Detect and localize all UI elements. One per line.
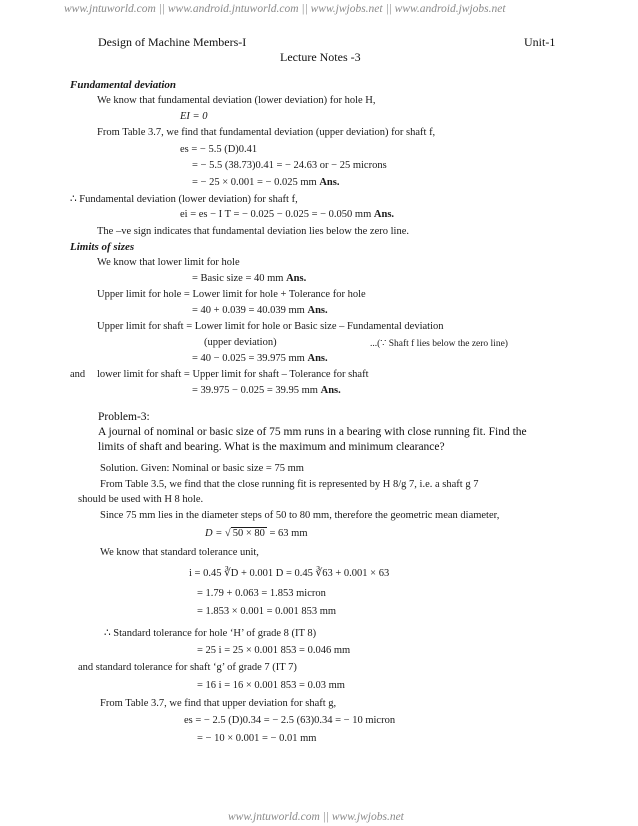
equation-text: = 40 − 0.025 = 39.975 mm xyxy=(192,353,305,364)
equation-text: D = xyxy=(205,528,225,539)
ans-label: Ans. xyxy=(319,177,340,188)
solution-line: We know that standard tolerance unit, xyxy=(100,547,259,558)
equation-text: = 40 + 0.039 = 40.039 mm xyxy=(192,305,305,316)
equation xyxy=(205,528,308,539)
ans-label: Ans. xyxy=(307,305,328,316)
header-unit: Unit-1 xyxy=(524,35,556,49)
equation: es = − 2.5 (D)0.34 = − 2.5 (63)0.34 = − 10 micron xyxy=(184,715,396,726)
section-heading-fundamental: Fundamental deviation xyxy=(70,79,177,91)
equation: i = 0.45 ∛D + 0.001 D = 0.45 ∛63 + 0.001 × 63 xyxy=(189,568,390,579)
header-subject: Design of Machine Members-I xyxy=(98,35,247,49)
equation: EI = 0 xyxy=(180,111,208,122)
equation xyxy=(192,273,306,284)
text-line: We know that fundamental deviation (lower deviation) for hole H, xyxy=(97,95,376,106)
solution-line: Since 75 mm lies in the diameter steps of 50 to 80 mm, therefore the geometric mean diameter, xyxy=(100,510,500,521)
ans-label: Ans. xyxy=(286,273,307,284)
text-line: ∴ Fundamental deviation (lower deviation) for shaft f, xyxy=(70,194,298,205)
header-notes: Lecture Notes -3 xyxy=(280,50,361,64)
text-line: Upper limit for hole = Lower limit for hole + Tolerance for hole xyxy=(97,289,366,300)
radicand: 50 × 80 xyxy=(232,528,265,539)
problem-text: A journal of nominal or basic size of 75 mm runs in a bearing with close running fit. Find the xyxy=(98,426,527,438)
equation xyxy=(192,177,339,188)
equation xyxy=(192,305,328,316)
equation-text: = − 25 × 0.001 = − 0.025 mm xyxy=(192,177,317,188)
sqrt-icon: √ xyxy=(224,528,231,539)
equation xyxy=(180,209,394,220)
solution-line: From Table 3.7, we find that upper deviation for shaft g, xyxy=(100,698,337,709)
ans-label: Ans. xyxy=(320,385,341,396)
equation-text: = 39.975 − 0.025 = 39.95 mm xyxy=(192,385,318,396)
ans-label: Ans. xyxy=(307,353,328,364)
watermark-top: www.jntuworld.com || www.android.jntuworld.com || www.jwjobs.net || www.android.jwjobs.net xyxy=(64,3,506,15)
equation: es = − 5.5 (D)0.41 xyxy=(180,144,258,155)
problem-title: Problem-3: xyxy=(98,411,150,423)
equation: = 16 i = 16 × 0.001 853 = 0.03 mm xyxy=(197,680,345,691)
equation: = 1.853 × 0.001 = 0.001 853 mm xyxy=(197,606,337,617)
equation: = 1.79 + 0.063 = 1.853 micron xyxy=(197,588,326,599)
equation xyxy=(192,353,328,364)
text-line: lower limit for shaft = Upper limit for shaft – Tolerance for shaft xyxy=(97,369,369,380)
solution-line: From Table 3.5, we find that the close running fit is represented by H 8/g 7, i.e. a shaft g 7 xyxy=(100,479,479,490)
note: ...(∵ Shaft f lies below the zero line) xyxy=(370,339,508,349)
equation-text: = 63 mm xyxy=(266,528,308,539)
text-line: We know that lower limit for hole xyxy=(97,257,240,268)
solution-line: should be used with H 8 hole. xyxy=(78,494,204,505)
ans-label: Ans. xyxy=(373,209,395,220)
equation: = − 10 × 0.001 = − 0.01 mm xyxy=(197,733,317,744)
solution-line: and standard tolerance for shaft ‘g’ of grade 7 (IT 7) xyxy=(78,662,297,673)
equation xyxy=(192,385,341,396)
equation-text: = Basic size = 40 mm xyxy=(192,273,284,284)
equation-text: ei = es − I T = − 0.025 − 0.025 = − 0.050 mm xyxy=(180,209,372,220)
watermark-bottom: www.jntuworld.com || www.jwjobs.net xyxy=(228,811,404,823)
text-line: From Table 3.7, we find that fundamental deviation (upper deviation) for shaft f, xyxy=(97,127,436,138)
solution-line: ∴ Standard tolerance for hole ‘H’ of grade 8 (IT 8) xyxy=(104,628,317,639)
equation: = 25 i = 25 × 0.001 853 = 0.046 mm xyxy=(197,645,351,656)
text-line: Upper limit for shaft = Lower limit for hole or Basic size – Fundamental deviation xyxy=(97,321,444,332)
section-heading-limits: Limits of sizes xyxy=(70,241,135,253)
text-line: (upper deviation) xyxy=(204,337,277,348)
equation: = − 5.5 (38.73)0.41 = − 24.63 or − 25 microns xyxy=(192,160,387,171)
solution-line: Solution. Given: Nominal or basic size = 75 mm xyxy=(100,463,304,474)
text-and: and xyxy=(70,369,86,380)
text-line: The –ve sign indicates that fundamental deviation lies below the zero line. xyxy=(97,226,409,237)
problem-text: limits of shaft and bearing. What is the maximum and minimum clearance? xyxy=(98,441,445,453)
